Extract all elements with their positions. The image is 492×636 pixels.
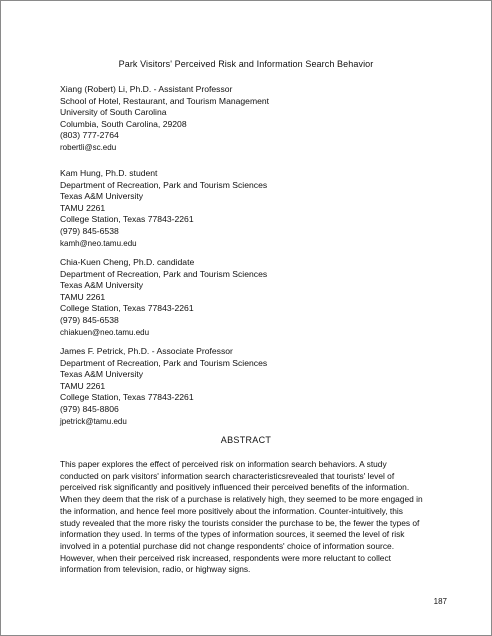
author-mailstop: TAMU 2261 [60, 291, 106, 302]
author-mailstop: TAMU 2261 [60, 380, 106, 391]
author-block-hung [60, 168, 440, 249]
author-block-petrick [60, 346, 440, 427]
author-email: jpetrick@tamu.edu [60, 416, 127, 426]
author-phone: (979) 845-6538 [60, 225, 119, 236]
paper-title: Park Visitors' Perceived Risk and Information Search Behavior [118, 59, 374, 69]
author-name: Kam Hung, Ph.D. student [60, 168, 158, 178]
author-email: chiakuen@neo.tamu.edu [60, 327, 150, 337]
author-city: College Station, Texas 77843-2261 [60, 303, 194, 314]
abstract-line: the information, and hence feel more positively about the information. Counter-intuitively, this [60, 505, 403, 516]
author-department: Department of Recreation, Park and Tourism Sciences [60, 179, 268, 190]
author-university: University of South Carolina [60, 107, 167, 118]
abstract-line: information from television, radio, or highway signs. [60, 564, 251, 575]
page-number: 187 [433, 597, 447, 606]
abstract-line: However, when their perceived risk increased, respondents were more reluctant to collect [60, 552, 391, 563]
author-phone: (979) 845-8806 [60, 403, 119, 414]
abstract-line: perceived risk significantly and positively influenced their perceived benefits of the information. [60, 482, 410, 493]
author-department: Department of Recreation, Park and Tourism Sciences [60, 268, 268, 279]
abstract-line: conducted on park visitors' information search characteristicsrevealed that tourists' level of [60, 470, 395, 481]
author-phone: (803) 777-2764 [60, 130, 119, 141]
author-department: School of Hotel, Restaurant, and Tourism Management [60, 95, 270, 106]
abstract-body [60, 459, 437, 576]
abstract-line: involved in a potential purchase did not change respondents' choice of information source. [60, 540, 395, 551]
author-university: Texas A&M University [60, 191, 144, 202]
author-university: Texas A&M University [60, 280, 144, 291]
author-university: Texas A&M University [60, 369, 144, 380]
abstract-line: When they deem that the risk of a purchase is relatively high, they seemed to be more engaged in [60, 494, 423, 505]
author-block-cheng [60, 257, 440, 338]
author-email: robertli@sc.edu [60, 142, 117, 152]
abstract-line: This paper explores the effect of perceived risk on information search behaviors. A study [60, 459, 387, 469]
author-block-li [60, 84, 440, 154]
author-department: Department of Recreation, Park and Tourism Sciences [60, 357, 268, 368]
author-city: Columbia, South Carolina, 29208 [60, 118, 187, 129]
author-phone: (979) 845-6538 [60, 314, 119, 325]
author-email: kamh@neo.tamu.edu [60, 238, 137, 248]
author-name: Chia-Kuen Cheng, Ph.D. candidate [60, 257, 195, 267]
author-name: Xiang (Robert) Li, Ph.D. - Assistant Professor [60, 84, 233, 94]
author-name: James F. Petrick, Ph.D. - Associate Professor [60, 346, 233, 356]
author-mailstop: TAMU 2261 [60, 202, 106, 213]
abstract-line: information they used. In terms of the types of information sources, it seemed the level of risk [60, 529, 405, 540]
author-city: College Station, Texas 77843-2261 [60, 214, 194, 225]
author-city: College Station, Texas 77843-2261 [60, 392, 194, 403]
abstract-line: study revealed that the more risky the tourists consider the purchase to be, the fewer the types of [60, 517, 420, 528]
abstract-heading: ABSTRACT [220, 435, 272, 445]
